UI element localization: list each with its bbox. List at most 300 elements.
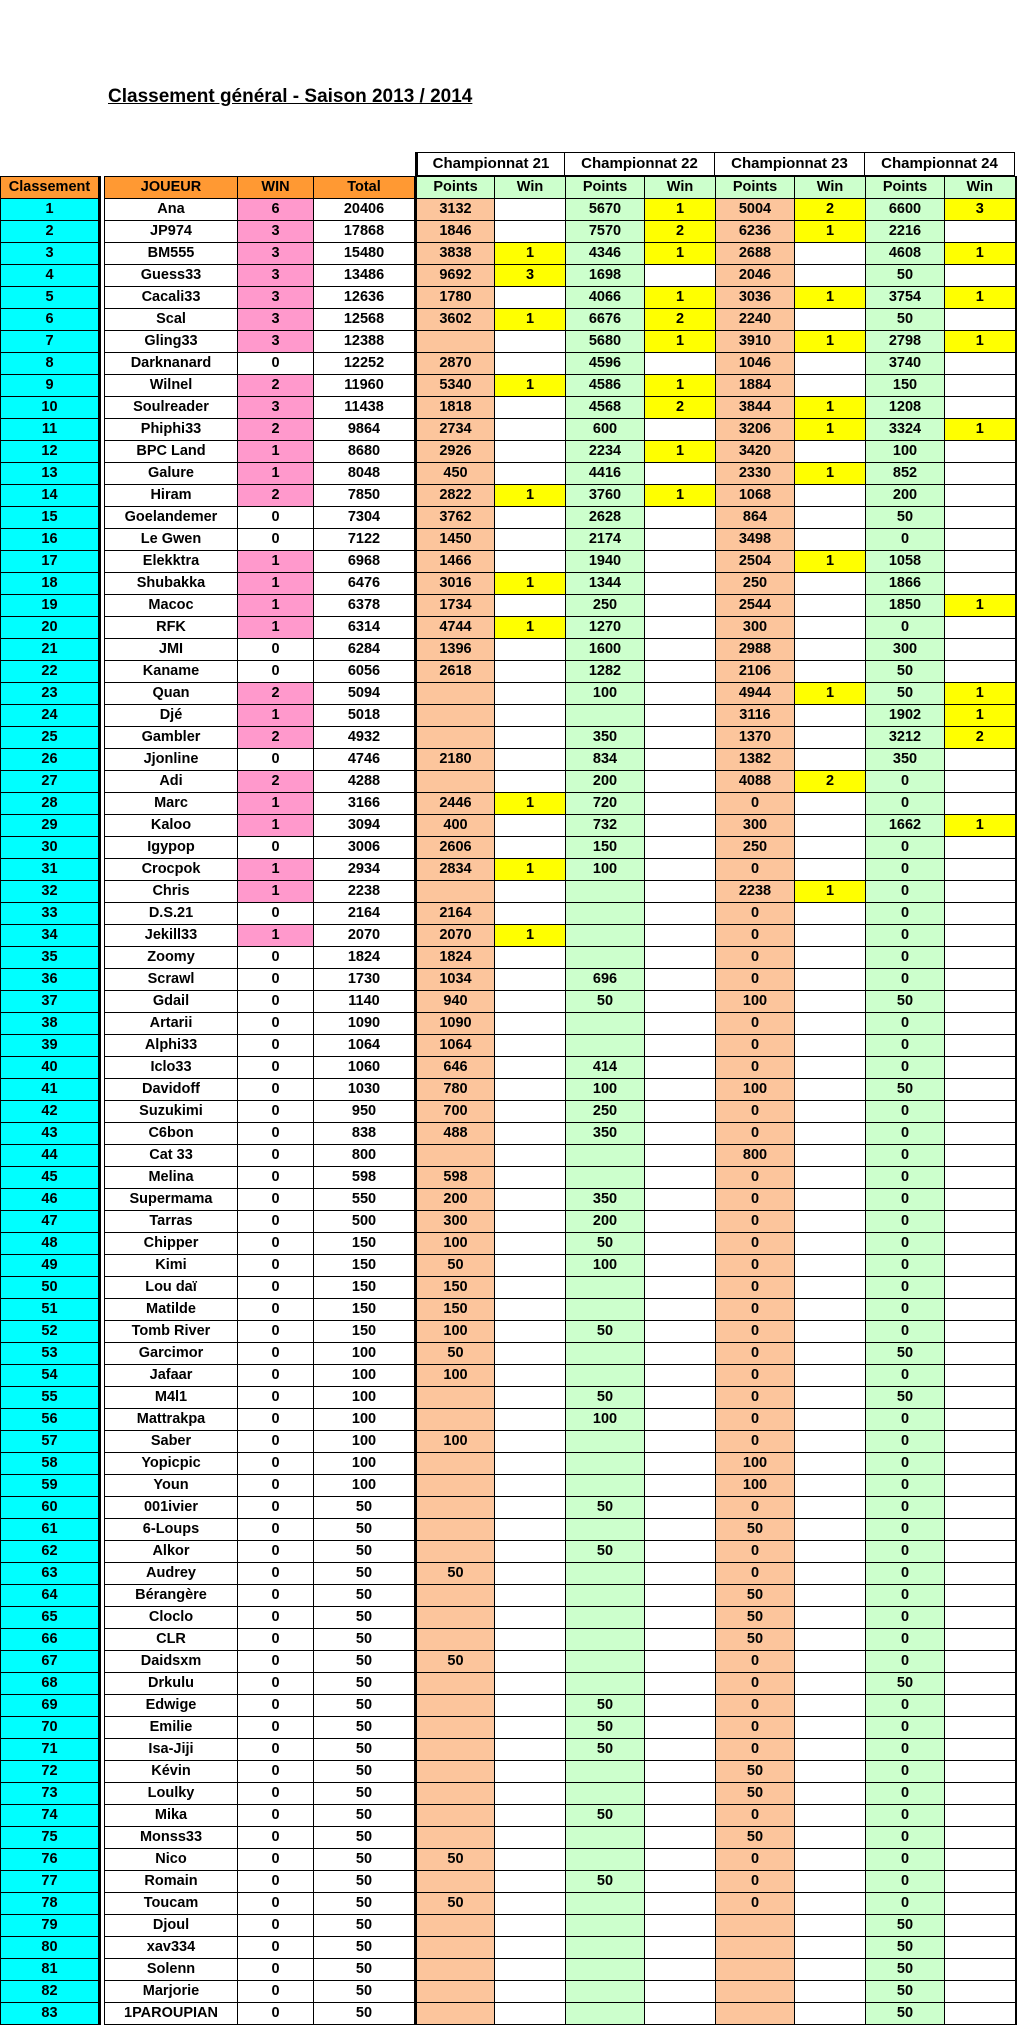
rank-cell: 30 [1,837,100,859]
championship-24-win-cell [945,1079,1016,1101]
championship-22-points-cell: 1270 [566,617,645,639]
championship-23-win-cell [795,1497,866,1519]
championship-24-win-cell [945,309,1016,331]
total-cell: 1730 [314,969,416,991]
championship-24-points-cell: 0 [866,1123,945,1145]
player-cell: Chris [105,881,238,903]
championship-24-points-cell: 50 [866,1343,945,1365]
championship-21-points-cell: 1780 [416,287,495,309]
championship-22-win-cell [645,1739,716,1761]
championship-21-points-cell: 200 [416,1189,495,1211]
championship-21-points-cell: 100 [416,1233,495,1255]
rank-cell: 69 [1,1695,100,1717]
championship-23-points-cell: 0 [716,1211,795,1233]
win-count-cell: 1 [238,881,314,903]
championship-24-win-cell [945,1695,1016,1717]
championship-24-win-cell [945,441,1016,463]
table-row [1,639,1016,661]
player-cell: Tomb River [105,1321,238,1343]
player-cell: Marjorie [105,1981,238,2003]
championship-24-win-cell [945,749,1016,771]
championship-24-win-cell: 1 [945,243,1016,265]
total-cell: 12568 [314,309,416,331]
table-row [1,1761,1016,1783]
rank-cell: 37 [1,991,100,1013]
championship-24-points-cell: 0 [866,1695,945,1717]
championship-21-win-cell: 1 [495,243,566,265]
championship-21-win-cell: 1 [495,375,566,397]
rank-cell: 31 [1,859,100,881]
championship-24-points-cell: 3212 [866,727,945,749]
championship-22-win-cell [645,1167,716,1189]
championship-23-win-cell [795,1431,866,1453]
championship-23-win-cell [795,1343,866,1365]
total-cell: 2934 [314,859,416,881]
championship-21-win-cell [495,1211,566,1233]
table-row [1,1101,1016,1123]
win-count-cell: 0 [238,1387,314,1409]
table-row [1,287,1016,309]
header-c24-points: Points [866,177,945,199]
championship-22-points-cell [566,1431,645,1453]
total-cell: 2070 [314,925,416,947]
championship-23-points-cell: 3910 [716,331,795,353]
championship-24-points-cell: 0 [866,1277,945,1299]
win-count-cell: 0 [238,903,314,925]
championship-23-win-cell: 1 [795,397,866,419]
table-row [1,1387,1016,1409]
championship-22-points-cell: 50 [566,1695,645,1717]
total-cell: 4932 [314,727,416,749]
championship-24-win-cell: 1 [945,683,1016,705]
championship-23-points-cell: 3844 [716,397,795,419]
table-row [1,705,1016,727]
rank-cell: 54 [1,1365,100,1387]
championship-23-points-cell: 0 [716,1893,795,1915]
player-cell: Kévin [105,1761,238,1783]
table-row [1,815,1016,837]
championship-21-points-cell: 646 [416,1057,495,1079]
championship-21-points-cell: 2822 [416,485,495,507]
win-count-cell: 0 [238,1343,314,1365]
championship-21-win-cell [495,903,566,925]
championship-21-points-cell [416,1805,495,1827]
championship-24-win-cell [945,1827,1016,1849]
championship-22-points-cell: 5680 [566,331,645,353]
championship-24-win-cell [945,1057,1016,1079]
championship-23-points-cell: 0 [716,1871,795,1893]
championship-22-win-cell [645,1915,716,1937]
win-count-cell: 0 [238,1453,314,1475]
player-cell: Mika [105,1805,238,1827]
total-cell: 1824 [314,947,416,969]
championship-21-points-cell [416,1387,495,1409]
championship-22-points-cell [566,1761,645,1783]
player-cell: Adi [105,771,238,793]
championship-24-points-cell: 50 [866,991,945,1013]
championship-22-points-cell: 100 [566,1079,645,1101]
championship-24-points-cell: 0 [866,793,945,815]
championship-23-points-cell: 0 [716,1409,795,1431]
championship-22-win-cell [645,1717,716,1739]
player-cell: Alkor [105,1541,238,1563]
table-row [1,1915,1016,1937]
championship-24-points-cell: 0 [866,1717,945,1739]
championship-24-points-cell: 50 [866,1981,945,2003]
championship-23-win-cell [795,1167,866,1189]
championship-22-points-cell: 3760 [566,485,645,507]
championship-24-points-cell: 0 [866,1739,945,1761]
championship-22-points-cell: 4346 [566,243,645,265]
rank-cell: 71 [1,1739,100,1761]
championship-22-win-cell [645,595,716,617]
rank-cell: 83 [1,2003,100,2025]
championship-22-points-cell [566,1981,645,2003]
rank-cell: 73 [1,1783,100,1805]
table-row [1,331,1016,353]
table-row [1,1783,1016,1805]
rank-cell: 19 [1,595,100,617]
championship-22-win-cell [645,705,716,727]
championship-23-points-cell: 2544 [716,595,795,617]
championship-22-points-cell [566,1035,645,1057]
championship-21-points-cell: 2870 [416,353,495,375]
championship-21-points-cell [416,705,495,727]
win-count-cell: 0 [238,1321,314,1343]
rank-cell: 25 [1,727,100,749]
championship-23-points-cell: 2688 [716,243,795,265]
total-cell: 3094 [314,815,416,837]
championship-22-points-cell [566,1519,645,1541]
table-row [1,1321,1016,1343]
rank-cell: 59 [1,1475,100,1497]
championship-22-points-cell: 50 [566,1321,645,1343]
championship-23-win-cell [795,1651,866,1673]
championship-22-points-cell: 720 [566,793,645,815]
championship-24-win-cell [945,1299,1016,1321]
championship-22-win-cell [645,793,716,815]
championship-23-points-cell: 0 [716,1805,795,1827]
championship-22-win-cell [645,1211,716,1233]
championship-21-win-cell [495,1343,566,1365]
win-count-cell: 0 [238,1739,314,1761]
championship-24-points-cell: 2216 [866,221,945,243]
championship-23-points-cell: 0 [716,1277,795,1299]
championship-23-points-cell: 50 [716,1761,795,1783]
table-row [1,397,1016,419]
win-count-cell: 0 [238,1123,314,1145]
championship-22-win-cell [645,859,716,881]
championship-23-points-cell: 0 [716,1717,795,1739]
total-cell: 8680 [314,441,416,463]
championship-23-points-cell: 100 [716,1079,795,1101]
table-row [1,485,1016,507]
player-cell: Goelandemer [105,507,238,529]
championship-21-win-cell [495,991,566,1013]
rank-cell: 29 [1,815,100,837]
championship-21-win-cell [495,221,566,243]
total-cell: 150 [314,1277,416,1299]
championship-21-points-cell [416,1871,495,1893]
championship-21-points-cell [416,1585,495,1607]
championship-24-points-cell: 50 [866,661,945,683]
championship-22-win-cell: 1 [645,287,716,309]
championship-21-win-cell [495,1233,566,1255]
championship-23-win-cell [795,1915,866,1937]
championship-23-win-cell: 1 [795,463,866,485]
win-count-cell: 3 [238,265,314,287]
championship-21-win-cell [495,1145,566,1167]
total-cell: 50 [314,1827,416,1849]
player-cell: Drkulu [105,1673,238,1695]
championship-21-win-cell [495,1123,566,1145]
championship-21-points-cell: 598 [416,1167,495,1189]
championship-23-points-cell: 50 [716,1629,795,1651]
championship-23-win-cell [795,1255,866,1277]
win-count-cell: 0 [238,1607,314,1629]
player-cell: Djé [105,705,238,727]
championship-21-points-cell: 9692 [416,265,495,287]
win-count-cell: 2 [238,683,314,705]
championship-22-points-cell [566,1013,645,1035]
total-cell: 100 [314,1343,416,1365]
championship-21-points-cell: 2606 [416,837,495,859]
championship-24-points-cell: 0 [866,1871,945,1893]
championship-23-win-cell [795,1607,866,1629]
win-count-cell: 0 [238,1827,314,1849]
table-row [1,881,1016,903]
total-cell: 4288 [314,771,416,793]
championship-24-win-cell [945,1453,1016,1475]
championship-21-header: Championnat 21 [415,152,565,176]
table-row [1,1233,1016,1255]
championship-22-win-cell [645,1233,716,1255]
championship-24-win-cell [945,1717,1016,1739]
championship-22-points-cell [566,1673,645,1695]
championship-23-points-cell: 0 [716,1189,795,1211]
championship-21-win-cell [495,837,566,859]
header-classement: Classement [1,177,100,199]
championship-23-win-cell [795,617,866,639]
win-count-cell: 0 [238,1849,314,1871]
total-cell: 50 [314,1871,416,1893]
championship-23-points-cell: 3036 [716,287,795,309]
championship-22-points-cell: 50 [566,1739,645,1761]
table-row [1,1805,1016,1827]
win-count-cell: 0 [238,639,314,661]
championship-24-win-cell [945,991,1016,1013]
championship-22-win-cell: 1 [645,243,716,265]
win-count-cell: 0 [238,1871,314,1893]
table-row [1,243,1016,265]
championship-22-win-cell [645,551,716,573]
table-row [1,463,1016,485]
win-count-cell: 2 [238,375,314,397]
rank-cell: 43 [1,1123,100,1145]
championship-24-win-cell: 2 [945,727,1016,749]
championship-24-win-cell [945,1409,1016,1431]
win-count-cell: 0 [238,1497,314,1519]
championship-22-points-cell: 4416 [566,463,645,485]
win-count-cell: 3 [238,309,314,331]
total-cell: 7850 [314,485,416,507]
championship-22-win-cell [645,749,716,771]
player-cell: Djoul [105,1915,238,1937]
championship-23-win-cell [795,1409,866,1431]
win-count-cell: 1 [238,859,314,881]
win-count-cell: 1 [238,551,314,573]
championship-22-points-cell: 200 [566,1211,645,1233]
rank-cell: 39 [1,1035,100,1057]
championship-22-win-cell: 2 [645,309,716,331]
player-cell: BM555 [105,243,238,265]
championship-23-points-cell: 100 [716,1475,795,1497]
championship-22-win-cell [645,1035,716,1057]
total-cell: 1064 [314,1035,416,1057]
championship-23-win-cell [795,375,866,397]
championship-22-win-cell [645,1629,716,1651]
championship-22-win-cell [645,463,716,485]
header-total: Total [314,177,416,199]
championship-24-points-cell: 50 [866,1387,945,1409]
player-cell: Wilnel [105,375,238,397]
championship-21-points-cell: 3838 [416,243,495,265]
player-cell: Lou daï [105,1277,238,1299]
championship-22-win-cell [645,1761,716,1783]
player-cell: Jjonline [105,749,238,771]
championship-23-points-cell: 300 [716,815,795,837]
player-cell: Nico [105,1849,238,1871]
championship-24-points-cell: 1866 [866,573,945,595]
championship-24-win-cell [945,529,1016,551]
championship-22-points-cell: 2234 [566,441,645,463]
player-cell: D.S.21 [105,903,238,925]
rank-cell: 5 [1,287,100,309]
rank-cell: 82 [1,1981,100,2003]
championship-23-win-cell [795,441,866,463]
win-count-cell: 0 [238,1585,314,1607]
player-cell: Melina [105,1167,238,1189]
win-count-cell: 1 [238,463,314,485]
championship-23-points-cell: 50 [716,1519,795,1541]
player-cell: 1PAROUPIAN [105,2003,238,2025]
player-cell: M4l1 [105,1387,238,1409]
championship-21-points-cell: 940 [416,991,495,1013]
rank-cell: 80 [1,1937,100,1959]
championship-21-win-cell: 1 [495,485,566,507]
championship-23-win-cell [795,837,866,859]
total-cell: 1030 [314,1079,416,1101]
championship-22-win-cell [645,419,716,441]
player-cell: Ana [105,199,238,221]
table-row [1,221,1016,243]
championship-24-points-cell: 50 [866,507,945,529]
championship-21-points-cell: 50 [416,1849,495,1871]
win-count-cell: 0 [238,1211,314,1233]
rank-cell: 26 [1,749,100,771]
win-count-cell: 0 [238,1189,314,1211]
player-cell: 6-Loups [105,1519,238,1541]
championship-21-win-cell [495,1937,566,1959]
championship-21-win-cell [495,815,566,837]
player-cell: Yopicpic [105,1453,238,1475]
championship-21-win-cell [495,1959,566,1981]
rank-cell: 62 [1,1541,100,1563]
championship-23-win-cell [795,1057,866,1079]
win-count-cell: 0 [238,2003,314,2025]
championship-21-points-cell: 2834 [416,859,495,881]
championship-21-win-cell [495,1189,566,1211]
championship-22-points-cell: 1698 [566,265,645,287]
championship-22-win-cell [645,1893,716,1915]
championship-22-win-cell [645,265,716,287]
championship-22-win-cell [645,1541,716,1563]
championship-21-win-cell [495,1167,566,1189]
championship-22-win-cell [645,1673,716,1695]
championship-24-points-cell: 50 [866,1079,945,1101]
championship-22-win-cell [645,1497,716,1519]
player-cell: Cacali33 [105,287,238,309]
player-cell: Gambler [105,727,238,749]
championship-22-points-cell [566,1959,645,1981]
table-row [1,419,1016,441]
championship-23-win-cell [795,1937,866,1959]
championship-22-win-cell [645,969,716,991]
championship-24-points-cell: 50 [866,1673,945,1695]
championship-23-win-cell [795,1079,866,1101]
championship-24-points-cell: 150 [866,375,945,397]
championship-21-points-cell [416,1937,495,1959]
championship-24-win-cell [945,1959,1016,1981]
rank-cell: 8 [1,353,100,375]
championship-24-points-cell: 200 [866,485,945,507]
championship-24-win-cell [945,1937,1016,1959]
rank-cell: 42 [1,1101,100,1123]
championship-24-win-cell [945,1849,1016,1871]
player-cell: Galure [105,463,238,485]
championship-22-points-cell: 50 [566,1387,645,1409]
championship-22-points-cell: 200 [566,771,645,793]
championship-23-win-cell [795,1849,866,1871]
championship-22-win-cell: 1 [645,441,716,463]
championship-22-points-cell [566,903,645,925]
championship-24-points-cell: 0 [866,881,945,903]
championship-21-win-cell [495,1013,566,1035]
header-joueur: JOUEUR [105,177,238,199]
championship-22-win-cell [645,947,716,969]
player-cell: Edwige [105,1695,238,1717]
championship-24-win-cell [945,1123,1016,1145]
championship-23-win-cell [795,793,866,815]
total-cell: 50 [314,1739,416,1761]
win-count-cell: 1 [238,573,314,595]
rank-cell: 27 [1,771,100,793]
championship-23-win-cell [795,1541,866,1563]
championship-22-points-cell [566,1365,645,1387]
rank-cell: 28 [1,793,100,815]
championship-24-win-cell [945,859,1016,881]
rank-cell: 20 [1,617,100,639]
table-row [1,1871,1016,1893]
championship-24-points-cell: 2798 [866,331,945,353]
championship-22-points-cell: 50 [566,991,645,1013]
player-cell: Supermama [105,1189,238,1211]
player-cell: Chipper [105,1233,238,1255]
championship-21-win-cell [495,749,566,771]
championship-21-win-cell [495,595,566,617]
championship-24-points-cell: 0 [866,1783,945,1805]
championship-24-win-cell [945,1321,1016,1343]
